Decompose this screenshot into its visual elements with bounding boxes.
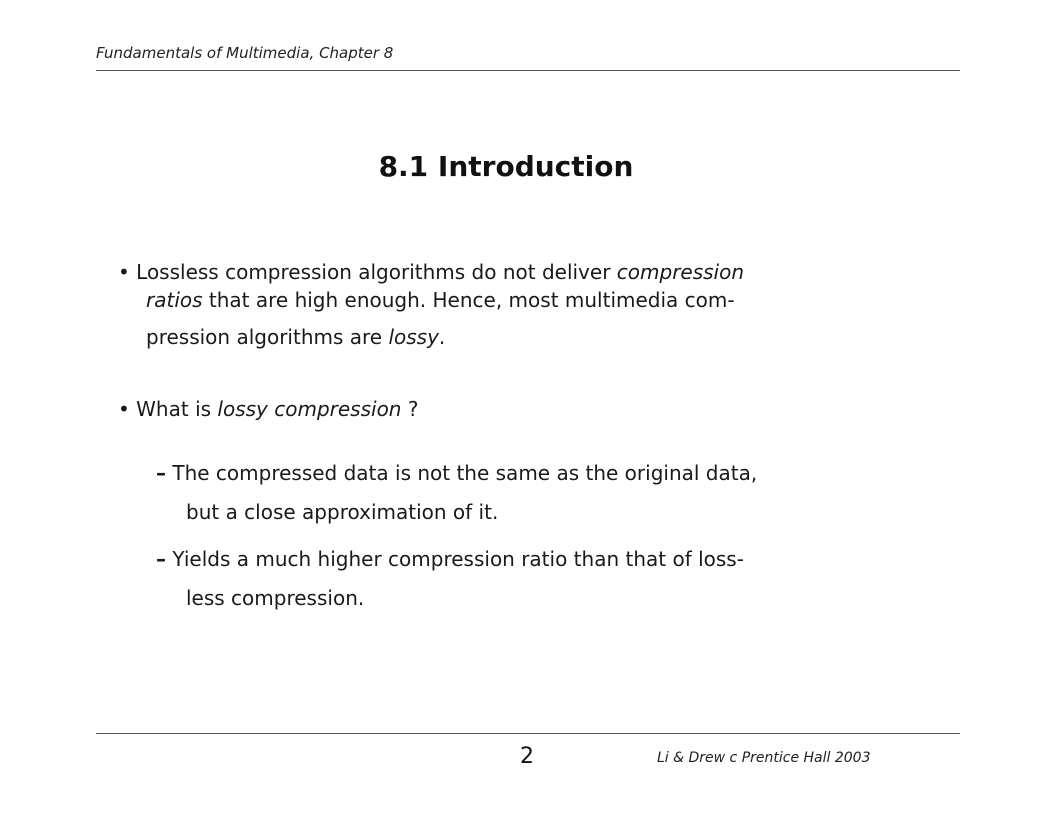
subpoint-text: but a close approximation of it. <box>186 500 499 524</box>
bullet-text: . <box>438 325 446 349</box>
subpoint-text: Yields a much higher compression ratio than that of loss- <box>172 547 744 571</box>
bullet-line-3 <box>118 321 744 354</box>
bullet-emphasis: lossy compression <box>217 397 402 421</box>
subpoint-approximation <box>156 457 757 529</box>
slide-title: 8.1 Introduction <box>378 150 634 183</box>
bullet-line-2 <box>118 284 744 317</box>
bullet-emphasis: ratios <box>146 288 203 312</box>
bullet-line-1 <box>118 393 418 426</box>
subpoint-line-1 <box>156 543 744 576</box>
bullet-emphasis: lossy <box>388 325 439 349</box>
header-rule <box>96 70 960 71</box>
bullet-text: pression algorithms are <box>146 325 389 349</box>
subpoint-line-2 <box>156 496 757 529</box>
dash-mark: – <box>156 547 166 571</box>
running-header: Fundamentals of Multimedia, Chapter 8 <box>96 44 394 62</box>
bullet-what-is-lossy <box>118 393 418 426</box>
bullet-emphasis: compression <box>616 260 745 284</box>
bullet-mark: • <box>118 260 130 284</box>
footer-rule <box>96 733 960 734</box>
subpoint-line-2 <box>156 582 744 615</box>
bullet-lossless <box>118 256 744 354</box>
bullet-text: Lossless compression algorithms do not deliver <box>136 260 617 284</box>
subpoint-text: The compressed data is not the same as the original data, <box>172 461 758 485</box>
bullet-text: ? <box>401 397 419 421</box>
dash-mark: – <box>156 461 166 485</box>
footer-credit: Li & Drew c Prentice Hall 2003 <box>657 750 871 766</box>
subpoint-higher-ratio <box>156 543 744 615</box>
bullet-text: What is <box>136 397 218 421</box>
bullet-text: that are high enough. Hence, most multimedia com- <box>202 288 735 312</box>
subpoint-text: less compression. <box>186 586 365 610</box>
subpoint-line-1 <box>156 457 757 490</box>
page-number: 2 <box>520 744 534 769</box>
bullet-mark: • <box>118 397 130 421</box>
